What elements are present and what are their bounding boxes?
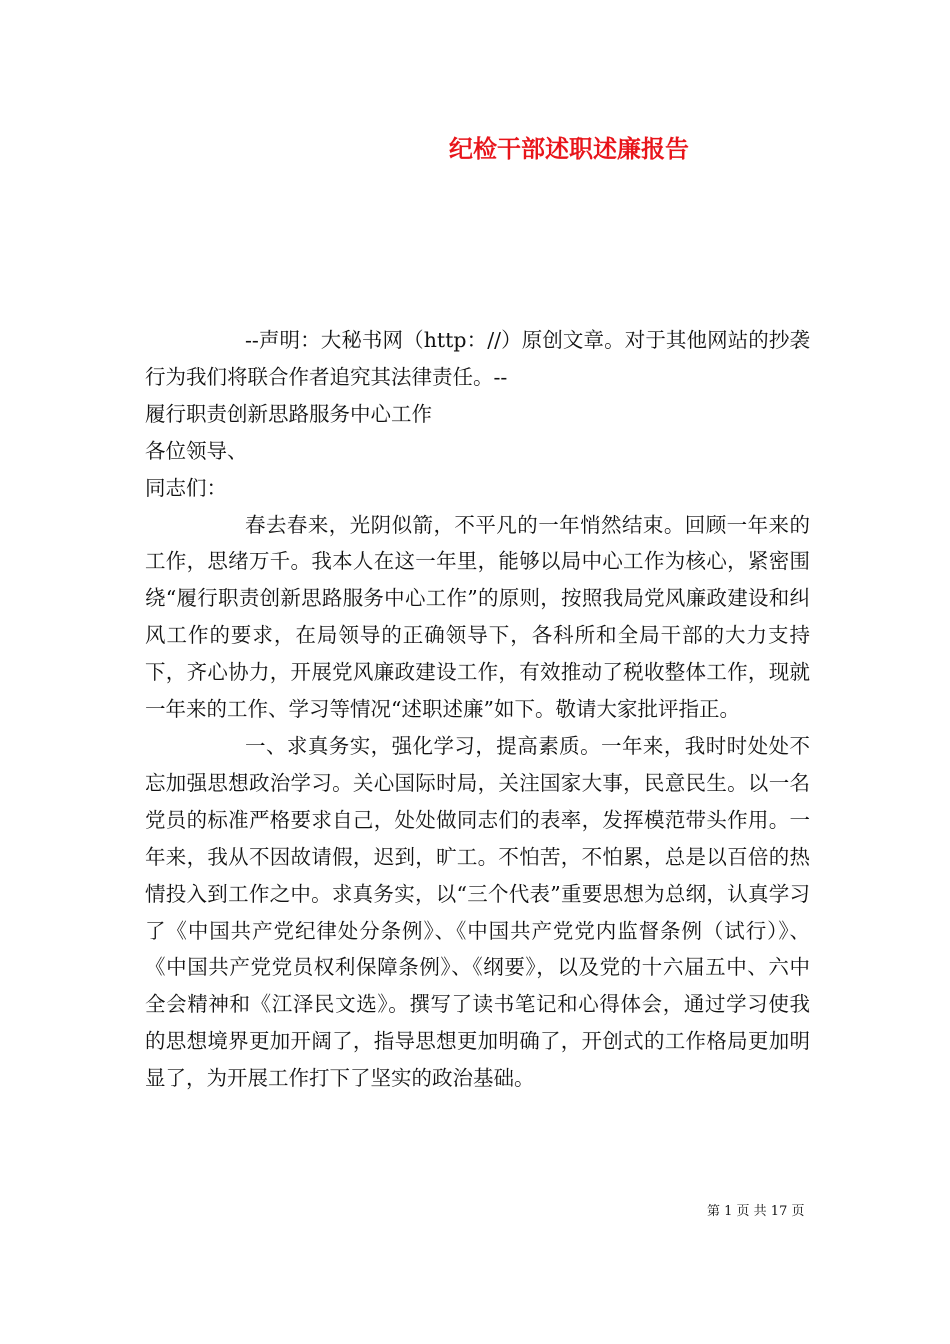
subtitle-line: 履行职责创新思路服务中心工作 bbox=[145, 401, 432, 426]
notice-paragraph: --声明：大秘书网（http：//）原创文章。对于其他网站的抄袭行为我们将联合作者追究其法律责任。-- bbox=[145, 328, 810, 389]
page-footer: 第 1 页 共 17 页 bbox=[707, 1204, 805, 1219]
salutation-line: 各位领导、 bbox=[145, 438, 248, 463]
section-paragraph: 一、求真务实，强化学习，提高素质。一年来，我时时处处不忘加强思想政治学习。关心国际时局，关注国家大事，民意民生。以一名党员的标准严格要求自己，处处做同志们的表率，发挥模范带头作用。一年来，我从不因故请假，迟到，旷工。不怕苦，不怕累，总是以百倍的热情投入到工作之中。求真务实，以“三个代表”重要思想为总纲，认真学习了《中国共产党纪律处分条例》、《中国共产党党内监督条例（试行）》、《中国共产党党员权利保障条例》、《纲要》，以及党的十六届五中、六中全会精神和《江泽民文选》。撰写了读书笔记和心得体会，通过学习使我的思想境界更加开阔了，指导思想更加明确了，开创式的工作格局更加明显了，为开展工作打下了坚实的政治基础。 bbox=[145, 733, 810, 1091]
document-body bbox=[145, 322, 810, 1097]
document-title: 纪检干部述职述廉报告 bbox=[449, 134, 689, 163]
intro-paragraph: 春去春来，光阴似箭，不平凡的一年悄然结束。回顾一年来的工作，思绪万千。我本人在这一年里，能够以局中心工作为核心，紧密围绕“履行职责创新思路服务中心工作”的原则，按照我局党风廉政建设和纠风工作的要求，在局领导的正确领导下，各科所和全局干部的大力支持下，齐心协力，开展党风廉政建设工作，有效推动了税收整体工作，现就一年来的工作、学习等情况“述职述廉”如下。敬请大家批评指正。 bbox=[145, 512, 810, 722]
salutation-line: 同志们： bbox=[145, 475, 227, 500]
